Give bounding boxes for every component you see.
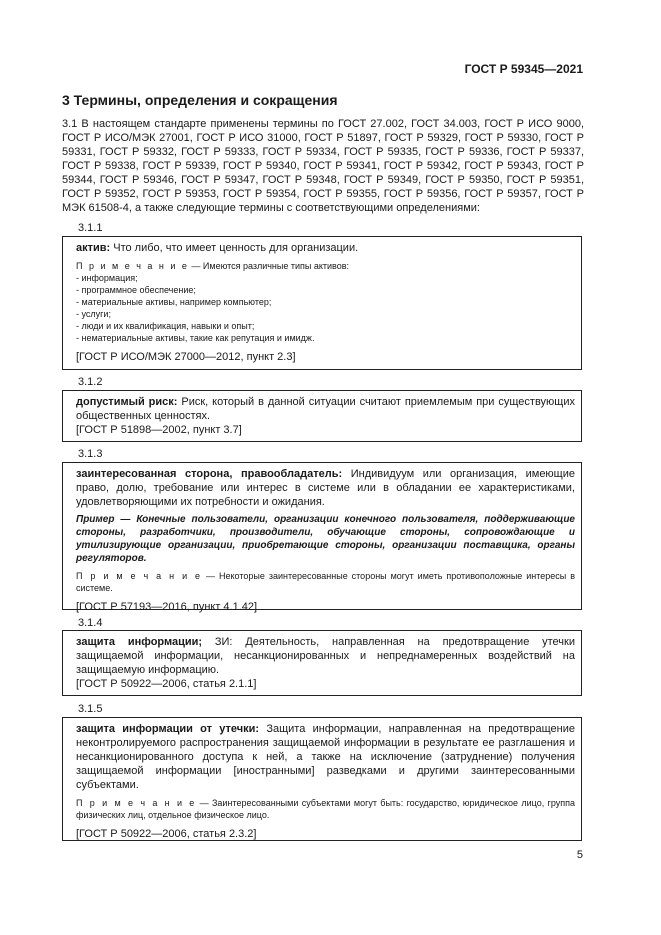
list-item: - люди и их квалификация, навыки и опыт; bbox=[76, 320, 575, 332]
term-name: защита информации от утечки: bbox=[76, 723, 260, 735]
note-text: — Заинтересованными субъектами могут быть: государство, юридическое лицо, группа физических лиц, отдельное физическое лицо. bbox=[76, 798, 575, 820]
list-item: - услуги; bbox=[76, 308, 575, 320]
list-item: - программное обеспечение; bbox=[76, 284, 575, 296]
term-definition: Что либо, что имеет ценность для организации. bbox=[110, 242, 359, 254]
list-item: - информация; bbox=[76, 272, 575, 284]
term-source: [ГОСТ Р 50922—2006, статья 2.1.1] bbox=[76, 678, 257, 690]
page-number: 5 bbox=[576, 849, 583, 861]
note-label: П р и м е ч а н и е bbox=[76, 261, 189, 271]
term-number: 3.1.1 bbox=[78, 222, 103, 234]
term-definition: Индивидуум или организация, имеющие право, долю, требование или интерес в системе или в обладании ее характеристиками, удовлетворяющими их потребности и ожидания. bbox=[76, 468, 575, 508]
term-definition: Риск, который в данной ситуации считают приемлемым при существующих общественных ценностях. bbox=[76, 396, 575, 422]
term-box-dopustimyj-risk bbox=[62, 390, 582, 442]
term-source: [ГОСТ Р ИСО/МЭК 27000—2012, пункт 2.3] bbox=[76, 351, 296, 363]
note-list bbox=[76, 272, 575, 344]
document-id: ГОСТ Р 59345—2021 bbox=[464, 62, 583, 76]
list-item: - нематериальные активы, такие как репутация и имидж. bbox=[76, 332, 575, 344]
term-example: Пример — Конечные пользователи, организации конечного пользователя, поддерживающие стороны, разработчики, производители, обучающие стороны, сопровождающие и утилизирующие организации, приобретающие стороны, организации поставщика, органы регуляторов. bbox=[76, 514, 575, 564]
term-box-zainteresovannaya-storona bbox=[62, 462, 582, 613]
note-label: П р и м е ч а н и е bbox=[76, 571, 203, 581]
term-source: [ГОСТ Р 51898—2002, пункт 3.7] bbox=[76, 424, 242, 436]
term-number: 3.1.3 bbox=[78, 448, 103, 460]
term-source: [ГОСТ Р 57193—2016, пункт 4.1.42] bbox=[76, 601, 258, 613]
term-source: [ГОСТ Р 50922—2006, статья 2.3.2] bbox=[76, 828, 257, 840]
term-definition: Защита информации, направленная на предотвращение неконтролируемого распространения защищаемой информации в результате ее разглашения и несанкционированного доступа к ней, а также на исключение (затруднение) получения защищаемой информации [иностранными] разведками и другими заинтересованными субъектами. bbox=[76, 723, 575, 791]
term-name: актив: bbox=[76, 242, 111, 254]
intro-paragraph: 3.1 В настоящем стандарте применены термины по ГОСТ 27.002, ГОСТ 34.003, ГОСТ Р ИСО 9000, ГОСТ Р ИСО/МЭК 27001, ГОСТ Р ИСО 31000, ГОСТ Р 51897, ГОСТ Р 59329, ГОСТ Р 59330, ГОСТ Р 59331, ГОСТ Р 59332, ГОСТ Р 59333, ГОСТ Р 59334, ГОСТ Р 59335, ГОСТ Р 59336, ГОСТ Р 59337, ГОСТ Р 59338, ГОСТ Р 59339, ГОСТ Р 59340, ГОСТ Р 59341, ГОСТ Р 59342, ГОСТ Р 59343, ГОСТ Р 59344, ГОСТ Р 59346, ГОСТ Р 59347, ГОСТ Р 59348, ГОСТ Р 59349, ГОСТ Р 59350, ГОСТ Р 59351, ГОСТ Р 59352, ГОСТ Р 59353, ГОСТ Р 59354, ГОСТ Р 59355, ГОСТ Р 59356, ГОСТ Р 59357, ГОСТ Р МЭК 61508-4, а также следующие термины с соответствующими определениями: bbox=[62, 118, 584, 214]
term-name: защита информации; bbox=[76, 636, 203, 648]
term-box-aktiv bbox=[62, 236, 582, 370]
term-box-zashchita-ot-utechki bbox=[62, 717, 582, 841]
note-text: — Некоторые заинтересованные стороны могут иметь противоположные интересы в системе. bbox=[76, 571, 575, 593]
term-name: заинтересованная сторона, правообладатель: bbox=[76, 468, 343, 480]
term-number: 3.1.2 bbox=[78, 376, 103, 388]
term-box-zashchita-informacii bbox=[62, 630, 582, 696]
term-number: 3.1.4 bbox=[78, 617, 103, 629]
term-name: допустимый риск: bbox=[76, 396, 178, 408]
section-title: 3 Термины, определения и сокращения bbox=[62, 92, 338, 108]
list-item: - материальные активы, например компьютер; bbox=[76, 296, 575, 308]
term-definition: ЗИ: Деятельность, направленная на предотвращение утечки защищаемой информации, несанкционированных и непреднамеренных воздействий на защищаемую информацию. bbox=[76, 636, 575, 676]
note-label: П р и м е ч а н и е bbox=[76, 798, 197, 808]
term-number: 3.1.5 bbox=[78, 703, 103, 715]
note-text: — Имеются различные типы активов: bbox=[188, 261, 350, 271]
